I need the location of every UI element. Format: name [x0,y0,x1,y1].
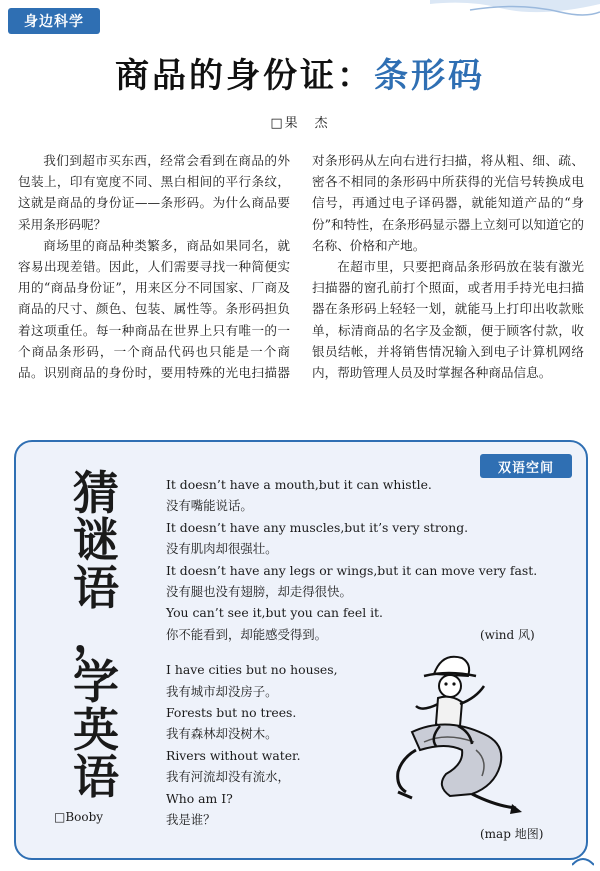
bilingual-tag: 双语空间 [480,454,572,478]
vertical-title-char: 谜 [73,513,119,568]
article-paragraph: 商场里的商品种类繁多，商品如果同名，就容易出现差错。因此，人们需要寻找一种简便实用的“商品身份证”，用来区分不同国家、厂商及商品的尺寸、颜色、包装、属性等。条形码担负着这项重任。每一种商品在世界上只有唯一的一个商品条形码，一个商品代码也只能是一个商品。识别商品的身份时，要用特殊的光电扫描器对条形码从左向右进行扫描，将从粗、细、疏、密各不相同的条形码中所获得的光信号转换成电信号，再通过电子译码器，就能知道产品的“身份”和特性，在条形码显示器上立刻可以知道它的名称、价格和产地。 [18,153,584,381]
vertical-title-char: 猜 [73,466,119,520]
riddle-answer-map: (map 地图) [480,827,544,841]
riddle-line: You can’t see it,but you can feel it. [166,605,383,621]
article-paragraph: 我们到超市买东西，经常会看到在商品的外包装上，印有宽度不同、黑白相间的平行条纹，这就是商品的身份证——条形码。为什么商品要采用条形码呢？ [18,153,290,232]
riddle-line: It doesn’t have a mouth,but it can whistle. [166,477,432,492]
riddle-line: It doesn’t have any legs or wings,but it can move very fast. [166,562,538,578]
riddle-line: Rivers without water. [166,747,301,763]
riddle-line: It doesn’t have any muscles,but it’s very strong. [166,519,469,535]
vertical-title-char: 学 [73,655,119,710]
riddle-line: 我有城市却没房子。 [166,683,278,699]
riddle-line: 没有嘴能说话。 [166,498,253,514]
vertical-title-char: 英 [73,702,119,757]
riddle-answer-wind: (wind 风) [480,628,535,642]
vertical-title-char: 语 [73,749,119,804]
vertical-title-char: 语 [73,560,119,615]
riddle-line: Forests but no trees. [166,705,297,721]
riddle-line: 没有腿也没有翅膀，却走得很快。 [166,584,352,600]
article-title [0,48,600,97]
cartoon-rider-illustration [376,646,536,822]
vertical-title [46,466,146,804]
riddle-line: 我有森林却没树木。 [166,726,278,742]
riddle-line: 你不能看到，却能感受得到。 [166,626,328,642]
vertical-title-char: ， [73,607,119,662]
page-corner-decoration [572,853,594,867]
riddle-credit: □Booby [54,810,104,824]
article-body [18,150,584,420]
riddle-line: 没有肌肉却很强壮。 [166,541,278,557]
section-tag: 身边科学 [8,8,100,34]
riddle-line: 我有河流却没有流水， [166,769,290,785]
riddle-line: 我是谁？ [166,812,216,828]
article-title-main: 商品的身份证： [115,56,374,96]
article-author: □果 杰 [270,116,330,131]
riddle-line: I have cities but no houses, [166,662,338,678]
article-paragraph: 在超市里，只要把商品条形码放在装有激光扫描器的窗孔前打个照面，或者用手持光电扫描器在条形码上轻轻一划，就能马上打印出收款账单，标清商品的名字及金额，便于顾客付款，收银员结帐，并将销售情况输入到电子计算机网络内，帮助管理人员及时掌握各种商品信息。 [312,259,584,381]
article-title-highlight: 条形码 [374,56,485,96]
riddle-line: Who am I? [166,790,233,806]
bilingual-box [14,440,588,860]
